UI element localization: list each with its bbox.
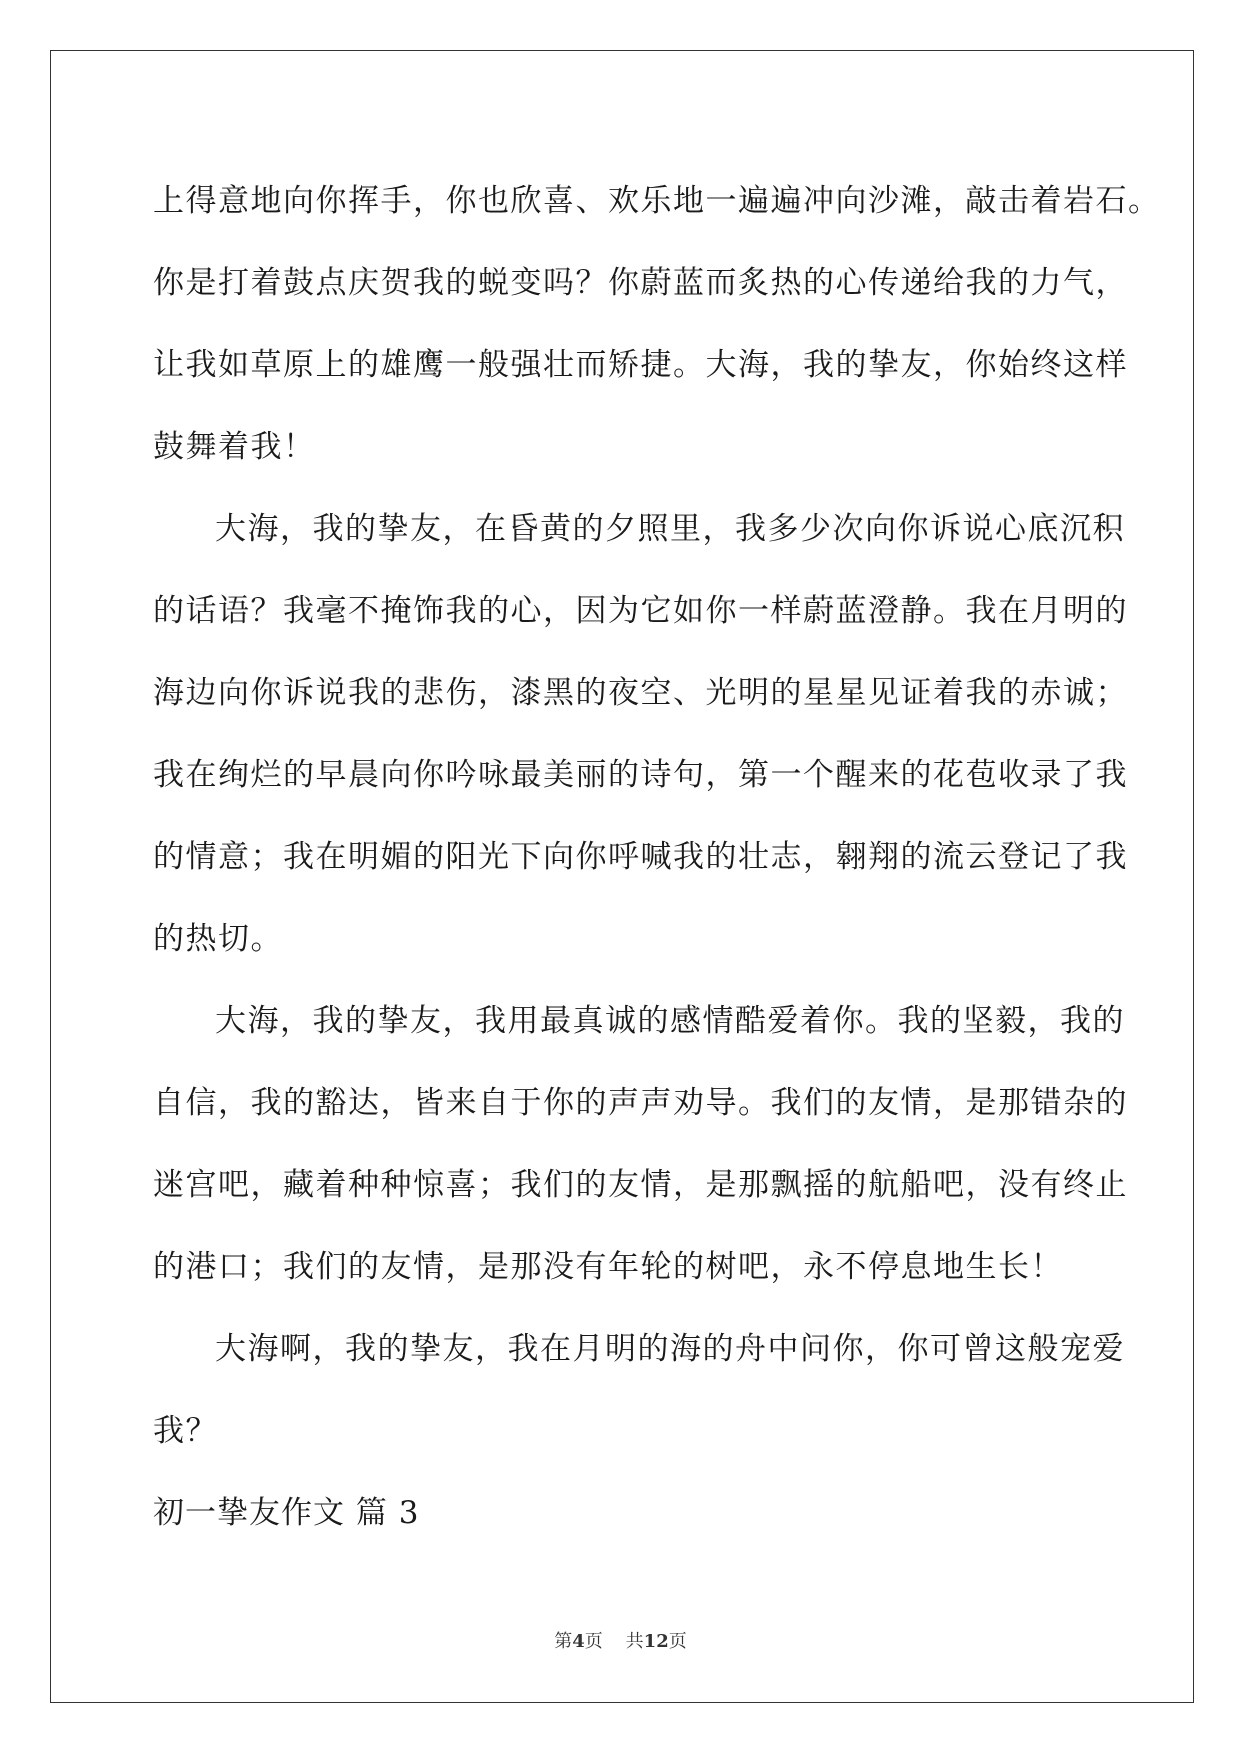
text-line: 的话语？我毫不掩饰我的心，因为它如你一样蔚蓝澄静。我在月明的 — [153, 593, 1128, 629]
paragraph-start-line: 大海，我的挚友，我用最真诚的感情酷爱着你。我的坚毅，我的 — [215, 1003, 1125, 1039]
section-heading: 初一挚友作文 篇 3 — [153, 1495, 420, 1531]
text-line: 的港口；我们的友情，是那没有年轮的树吧，永不停息地生长！ — [153, 1249, 1063, 1285]
text-line: 你是打着鼓点庆贺我的蜕变吗？你蔚蓝而炙热的心传递给我的力气， — [153, 265, 1128, 301]
text-line: 的热切。 — [153, 921, 283, 957]
footer-total-pages: 12 — [643, 1631, 669, 1652]
text-line: 上得意地向你挥手，你也欣喜、欢乐地一遍遍冲向沙滩，敲击着岩石。 — [153, 183, 1161, 219]
text-line: 海边向你诉说我的悲伤，漆黑的夜空、光明的星星见证着我的赤诚； — [153, 675, 1128, 711]
footer-total-unit: 页 — [668, 1631, 687, 1652]
page-footer — [0, 1627, 1241, 1653]
text-line: 鼓舞着我！ — [153, 429, 316, 465]
paragraph-start-line: 大海，我的挚友，在昏黄的夕照里，我多少次向你诉说心底沉积 — [215, 511, 1125, 547]
footer-page-unit: 页 — [584, 1631, 603, 1652]
text-line: 我在绚烂的早晨向你吟咏最美丽的诗句，第一个醒来的花苞收录了我 — [153, 757, 1128, 793]
text-line: 自信，我的豁达，皆来自于你的声声劝导。我们的友情，是那错杂的 — [153, 1085, 1128, 1121]
document-body — [153, 160, 1161, 1554]
text-line: 我？ — [153, 1413, 218, 1449]
text-line: 让我如草原上的雄鹰一般强壮而矫捷。大海，我的挚友，你始终这样 — [153, 347, 1128, 383]
footer-prefix: 第 — [554, 1631, 573, 1652]
text-line: 的情意；我在明媚的阳光下向你呼喊我的壮志，翱翔的流云登记了我 — [153, 839, 1128, 875]
paragraph-start-line: 大海啊，我的挚友，我在月明的海的舟中问你，你可曾这般宠爱 — [215, 1331, 1125, 1367]
footer-total-prefix: 共 — [625, 1631, 644, 1652]
footer-page-number: 4 — [572, 1631, 585, 1652]
text-line: 迷宫吧，藏着种种惊喜；我们的友情，是那飘摇的航船吧，没有终止 — [153, 1167, 1128, 1203]
